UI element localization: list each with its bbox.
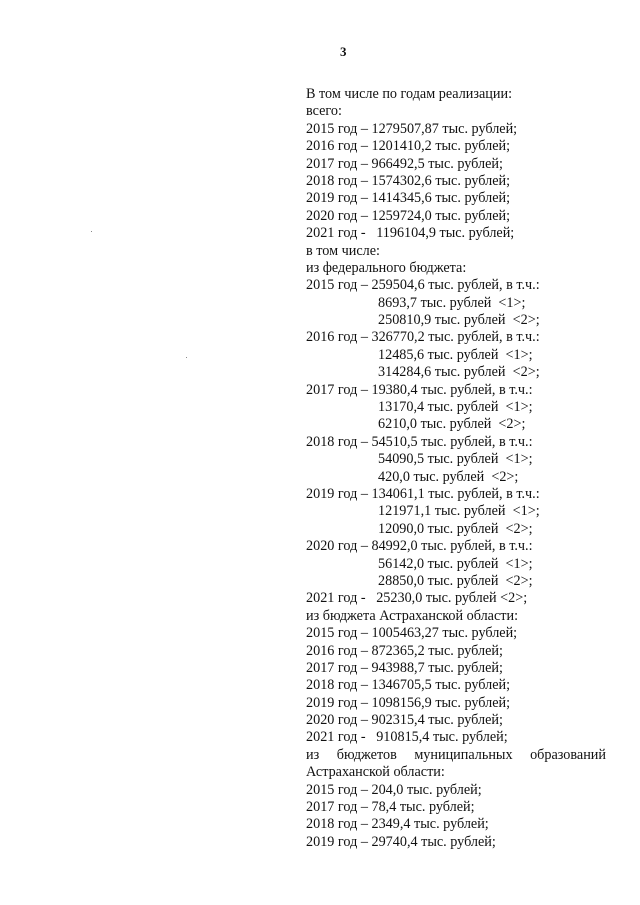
text-line-subitem: 56142,0 тыс. рублей <1>; xyxy=(378,555,533,572)
text-line-subitem: 28850,0 тыс. рублей <2>; xyxy=(378,572,533,589)
text-line: 2016 год – 872365,2 тыс. рублей; xyxy=(306,642,503,659)
text-line: 2015 год – 204,0 тыс. рублей; xyxy=(306,781,482,798)
scan-speck xyxy=(91,231,92,232)
text-line: 2017 год – 943988,7 тыс. рублей; xyxy=(306,659,503,676)
scan-speck xyxy=(186,357,187,358)
text-line-subitem: 250810,9 тыс. рублей <2>; xyxy=(378,312,540,329)
text-line: 2017 год – 78,4 тыс. рублей; xyxy=(306,799,475,816)
text-line: 2018 год – 1346705,5 тыс. рублей; xyxy=(306,677,511,694)
text-line: Астраханской области: xyxy=(306,764,445,781)
text-line: 2017 год – 19380,4 тыс. рублей, в т.ч.: xyxy=(306,381,533,398)
text-line: из бюджета Астраханской области: xyxy=(306,607,519,624)
text-line-subitem: 12090,0 тыс. рублей <2>; xyxy=(378,520,533,537)
text-line: В том числе по годам реализации: xyxy=(306,86,513,102)
text-line-subitem: 314284,6 тыс. рублей <2>; xyxy=(378,364,540,381)
page-number: 3 xyxy=(340,44,347,59)
text-line: 2020 год – 84992,0 тыс. рублей, в т.ч.: xyxy=(306,538,533,555)
text-line: 2016 год – 1201410,2 тыс. рублей; xyxy=(306,138,511,155)
text-line-subitem: 6210,0 тыс. рублей <2>; xyxy=(378,416,526,433)
text-line: 2018 год – 54510,5 тыс. рублей, в т.ч.: xyxy=(306,433,533,450)
text-line: 2016 год – 326770,2 тыс. рублей, в т.ч.: xyxy=(306,329,540,346)
text-line: из бюджетов муниципальных образований xyxy=(306,746,606,763)
text-line: 2019 год – 1414345,6 тыс. рублей; xyxy=(306,190,511,207)
text-line-subitem: 13170,4 тыс. рублей <1>; xyxy=(378,399,533,416)
text-line-subitem: 54090,5 тыс. рублей <1>; xyxy=(378,451,533,468)
text-line-subitem: 8693,7 тыс. рублей <1>; xyxy=(378,294,526,311)
text-line: 2021 год - 25230,0 тыс. рублей <2>; xyxy=(306,590,528,607)
text-line: 2015 год – 1279507,87 тыс. рублей; xyxy=(306,120,518,137)
text-line: 2020 год – 1259724,0 тыс. рублей; xyxy=(306,207,511,224)
text-line: 2018 год – 1574302,6 тыс. рублей; xyxy=(306,172,511,189)
text-line: 2019 год – 134061,1 тыс. рублей, в т.ч.: xyxy=(306,485,540,502)
text-line: 2020 год – 902315,4 тыс. рублей; xyxy=(306,712,503,729)
text-line: 2015 год – 1005463,27 тыс. рублей; xyxy=(306,625,518,642)
text-line: 2017 год – 966492,5 тыс. рублей; xyxy=(306,155,503,172)
text-line: 2021 год - 910815,4 тыс. рублей; xyxy=(306,729,508,746)
text-line-subitem: 420,0 тыс. рублей <2>; xyxy=(378,468,519,485)
text-line: всего: xyxy=(306,103,342,120)
text-line-subitem: 121971,1 тыс. рублей <1>; xyxy=(378,503,540,520)
text-line: из федерального бюджета: xyxy=(306,259,467,276)
text-line: 2019 год – 29740,4 тыс. рублей; xyxy=(306,833,496,850)
text-line: в том числе: xyxy=(306,242,380,259)
text-line-subitem: 12485,6 тыс. рублей <1>; xyxy=(378,346,533,363)
text-line: 2018 год – 2349,4 тыс. рублей; xyxy=(306,816,489,833)
financing-text-block xyxy=(306,86,606,851)
text-line: 2019 год – 1098156,9 тыс. рублей; xyxy=(306,694,511,711)
text-line: 2021 год - 1196104,9 тыс. рублей; xyxy=(306,225,515,242)
text-line: 2015 год – 259504,6 тыс. рублей, в т.ч.: xyxy=(306,277,540,294)
